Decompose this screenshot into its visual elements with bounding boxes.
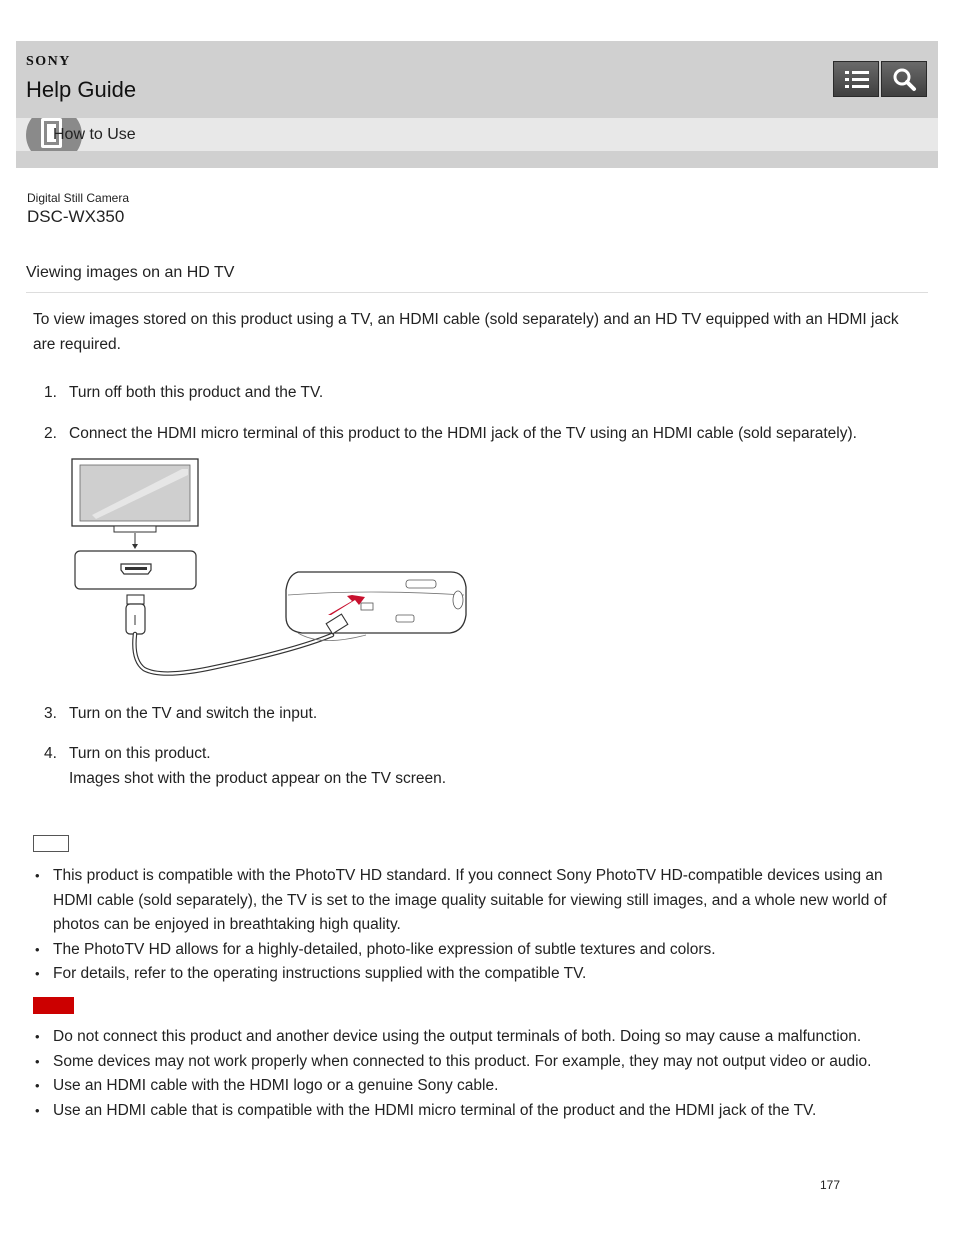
list-item: • For details, refer to the operating instructions supplied with the compatible TV. (33, 962, 923, 987)
intro-paragraph: To view images stored on this product using a TV, an HDMI cable (sold separately) and an HD TV equipped with an HDMI jack are required. (33, 311, 899, 353)
step-number: 4. (44, 745, 57, 762)
step-number: 2. (44, 425, 57, 442)
site-header (16, 41, 938, 168)
list-item: • Do not connect this product and another device using the output terminals of both. Doing so may cause a malfunction. (33, 1025, 923, 1050)
help-guide-title[interactable]: Help Guide (26, 77, 137, 102)
list-item: • Use an HDMI cable that is compatible with the HDMI micro terminal of the product and the HDMI jack of the TV. (33, 1099, 923, 1124)
step-text: Turn on this product. (69, 745, 211, 762)
note-list (33, 1025, 923, 1123)
product-category: Digital Still Camera (27, 191, 130, 205)
product-model: DSC-WX350 (27, 207, 125, 226)
step-text: Turn off both this product and the TV. (69, 384, 324, 401)
list-item: • The PhotoTV HD allows for a highly-detailed, photo-like expression of subtle textures and colors. (33, 938, 923, 963)
search-icon (882, 62, 928, 98)
tv-illustration (72, 459, 198, 532)
hint-label (33, 835, 69, 852)
list-item: • Use an HDMI cable with the HDMI logo or a genuine Sony cable. (33, 1074, 923, 1099)
step-text: Turn on the TV and switch the input. (69, 705, 318, 722)
title-divider (26, 292, 928, 293)
hdmi-connection-illustration (66, 455, 476, 680)
hdmi-jack-illustration (75, 551, 196, 589)
hdmi-plug-illustration (126, 595, 145, 634)
camera-illustration (286, 572, 466, 641)
hint-list (33, 864, 923, 987)
step-number: 1. (44, 384, 57, 401)
list-item: • Some devices may not work properly when connected to this product. For example, they may not output video or audio. (33, 1050, 923, 1075)
section-nav[interactable] (16, 118, 938, 151)
search-button[interactable] (881, 61, 927, 97)
toc-button[interactable] (833, 61, 879, 97)
note-label (33, 997, 74, 1014)
page-number: 177 (820, 1178, 841, 1192)
list-item: • This product is compatible with the PhotoTV HD standard. If you connect Sony PhotoTV HD-compatible devices using an HDMI cable (sold separately), the TV is set to the image quality suitable for viewing still images, and a whole new world of photos can be enjoyed in breathtaking high quality. (33, 864, 923, 938)
page-title: Viewing images on an HD TV (26, 264, 235, 281)
step-subtext: Images shot with the product appear on the TV screen. (69, 770, 447, 787)
sony-logo: SONY (26, 54, 71, 69)
section-nav-label[interactable]: How to Use (53, 126, 136, 143)
step-number: 3. (44, 705, 57, 722)
step-text: Connect the HDMI micro terminal of this product to the HDMI jack of the TV using an HDMI cable (sold separately). (69, 425, 857, 442)
list-icon (834, 62, 880, 98)
